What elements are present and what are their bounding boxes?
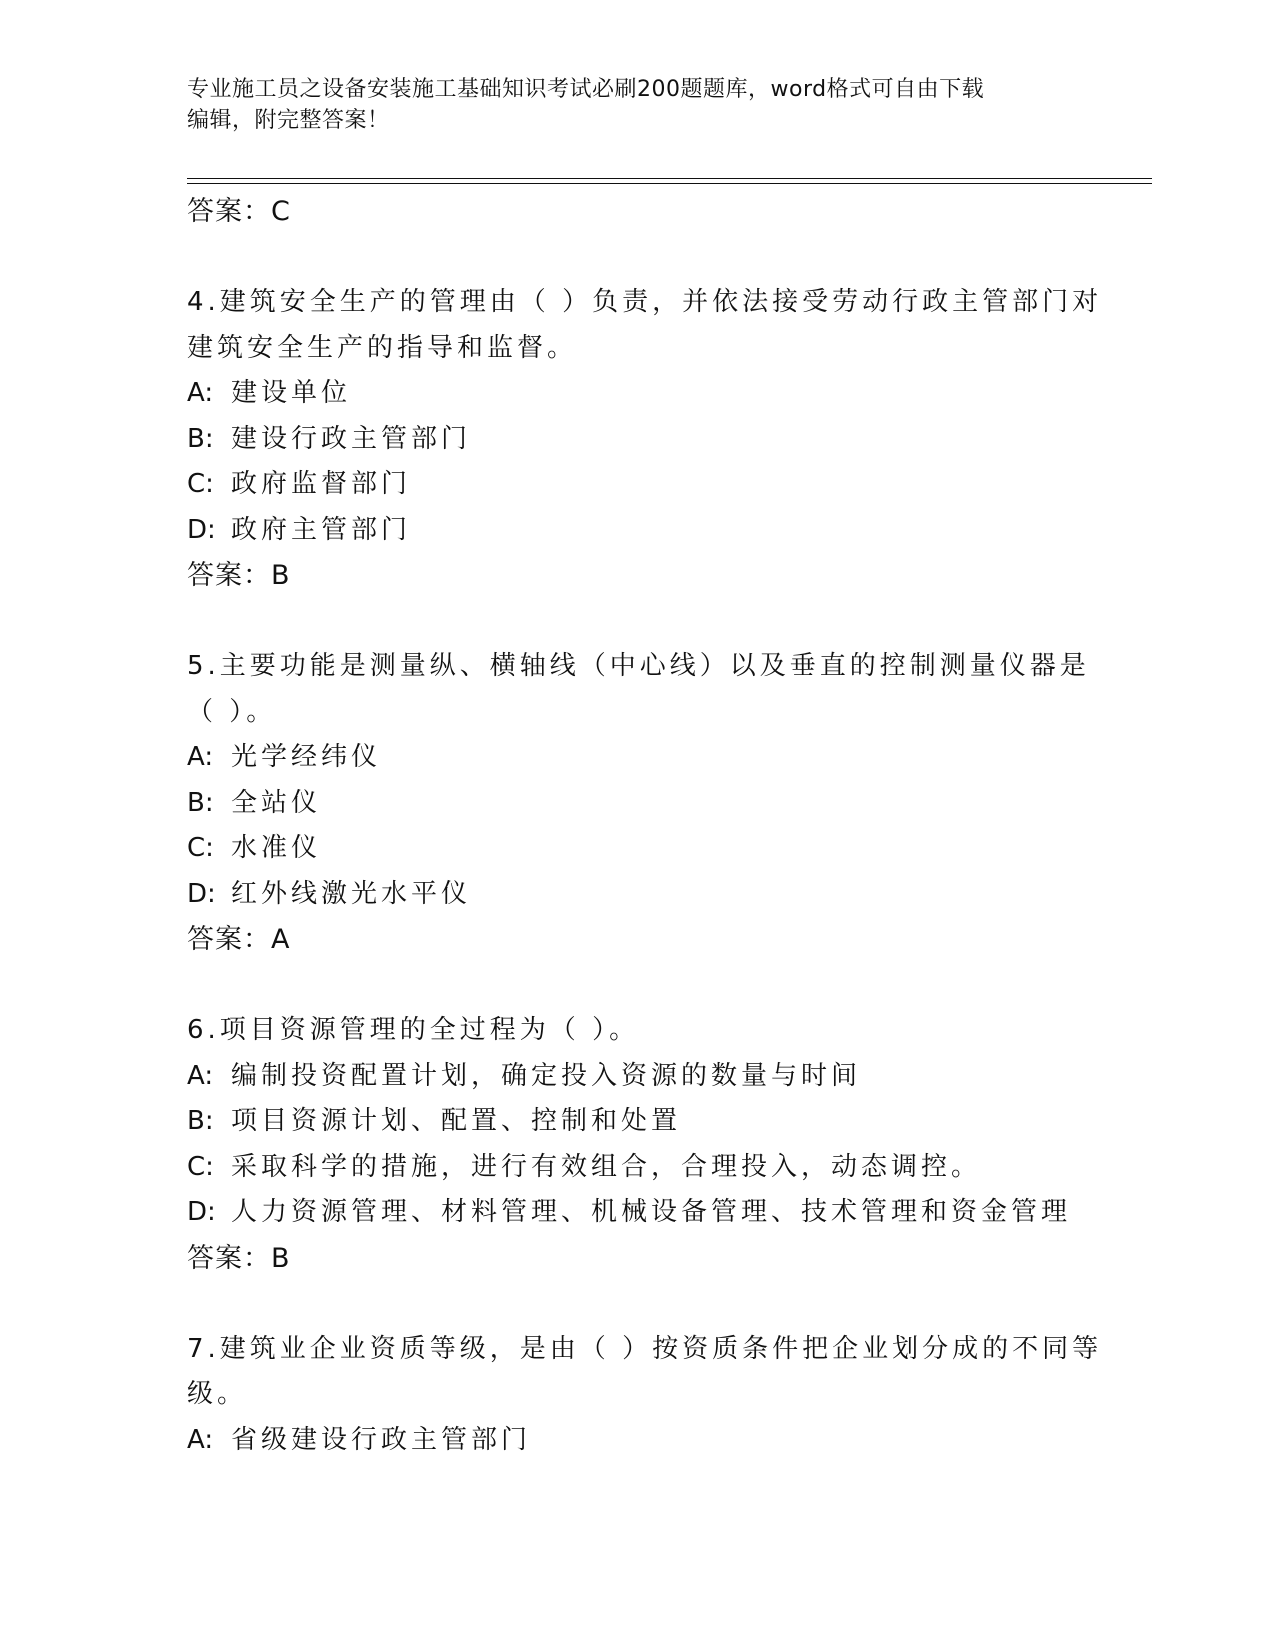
option-text: 光学经纬仪 [231, 742, 382, 772]
option-b [187, 417, 1117, 463]
option-c [187, 462, 1117, 508]
option-text: 采取科学的措施，进行有效组合，合理投入，动态调控。 [231, 1151, 982, 1182]
question-stem [187, 1008, 1117, 1054]
option-a [187, 1054, 1117, 1100]
question-stem [187, 280, 1117, 371]
document-body [187, 189, 1117, 1463]
option-b [187, 781, 1117, 827]
option-text: 编制投资配置计划，确定投入资源的数量与时间 [231, 1060, 862, 1091]
option-letter: B: [187, 787, 214, 818]
option-c [187, 826, 1117, 872]
question-stem-line: 5.主要功能是测量纵、横轴线（中心线）以及垂直的控制测量仪器是 [187, 651, 1090, 681]
question-stem [187, 1327, 1117, 1418]
option-text: 政府监督部门 [231, 469, 412, 499]
option-letter: A: [187, 742, 214, 772]
option-b [187, 1099, 1117, 1145]
question-stem [187, 644, 1117, 735]
option-text: 红外线激光水平仪 [231, 878, 472, 909]
document-header [187, 74, 1087, 136]
question-stem-line: （ ）。 [187, 696, 277, 727]
option-a [187, 371, 1117, 417]
option-letter: A: [187, 1424, 214, 1455]
option-letter: A: [187, 378, 214, 408]
header-divider-bottom [187, 183, 1152, 184]
answer: 答案：B [187, 1242, 291, 1274]
question-7 [187, 1327, 1117, 1464]
option-d [187, 508, 1117, 554]
option-letter: B: [187, 1106, 214, 1136]
question-stem-line: 级。 [187, 1379, 248, 1409]
option-text: 人力资源管理、材料管理、机械设备管理、技术管理和资金管理 [231, 1197, 1072, 1227]
header-line-2: 编辑，附完整答案！ [187, 108, 390, 133]
question-stem-line: 7.建筑业企业资质等级，是由（ ）按资质条件把企业划分成的不同等 [187, 1333, 1103, 1364]
option-letter: D: [187, 878, 216, 909]
question-5 [187, 644, 1117, 963]
option-d [187, 872, 1117, 918]
option-text: 建设行政主管部门 [231, 423, 472, 454]
option-letter: B: [187, 423, 214, 454]
option-letter: A: [187, 1060, 214, 1091]
option-text: 水准仪 [231, 833, 322, 863]
option-letter: C: [187, 469, 214, 499]
option-text: 全站仪 [231, 787, 322, 818]
option-d [187, 1190, 1117, 1236]
option-letter: D: [187, 1197, 216, 1227]
question-6 [187, 1008, 1117, 1282]
option-text: 建设单位 [231, 378, 352, 408]
question-stem-line: 4.建筑安全生产的管理由（ ）负责，并依法接受劳动行政主管部门对 [187, 287, 1103, 317]
option-letter: C: [187, 1151, 214, 1182]
option-a [187, 735, 1117, 781]
question-stem-line: 建筑安全生产的指导和监督。 [187, 332, 578, 363]
option-a [187, 1418, 1117, 1464]
answer: 答案：A [187, 924, 291, 955]
option-text: 项目资源计划、配置、控制和处置 [231, 1106, 682, 1136]
answer: 答案：B [187, 560, 291, 591]
option-letter: D: [187, 514, 216, 545]
header-divider-top [187, 178, 1152, 179]
answer-previous: 答案：C [187, 196, 291, 227]
header-line-1: 专业施工员之设备安装施工基础知识考试必刷200题题库，word格式可自由下载 [187, 77, 985, 102]
question-stem-line: 6.项目资源管理的全过程为（ ）。 [187, 1015, 640, 1045]
option-letter: C: [187, 833, 214, 863]
option-c [187, 1145, 1117, 1191]
option-text: 政府主管部门 [231, 514, 412, 545]
question-4 [187, 280, 1117, 599]
option-text: 省级建设行政主管部门 [231, 1424, 532, 1455]
